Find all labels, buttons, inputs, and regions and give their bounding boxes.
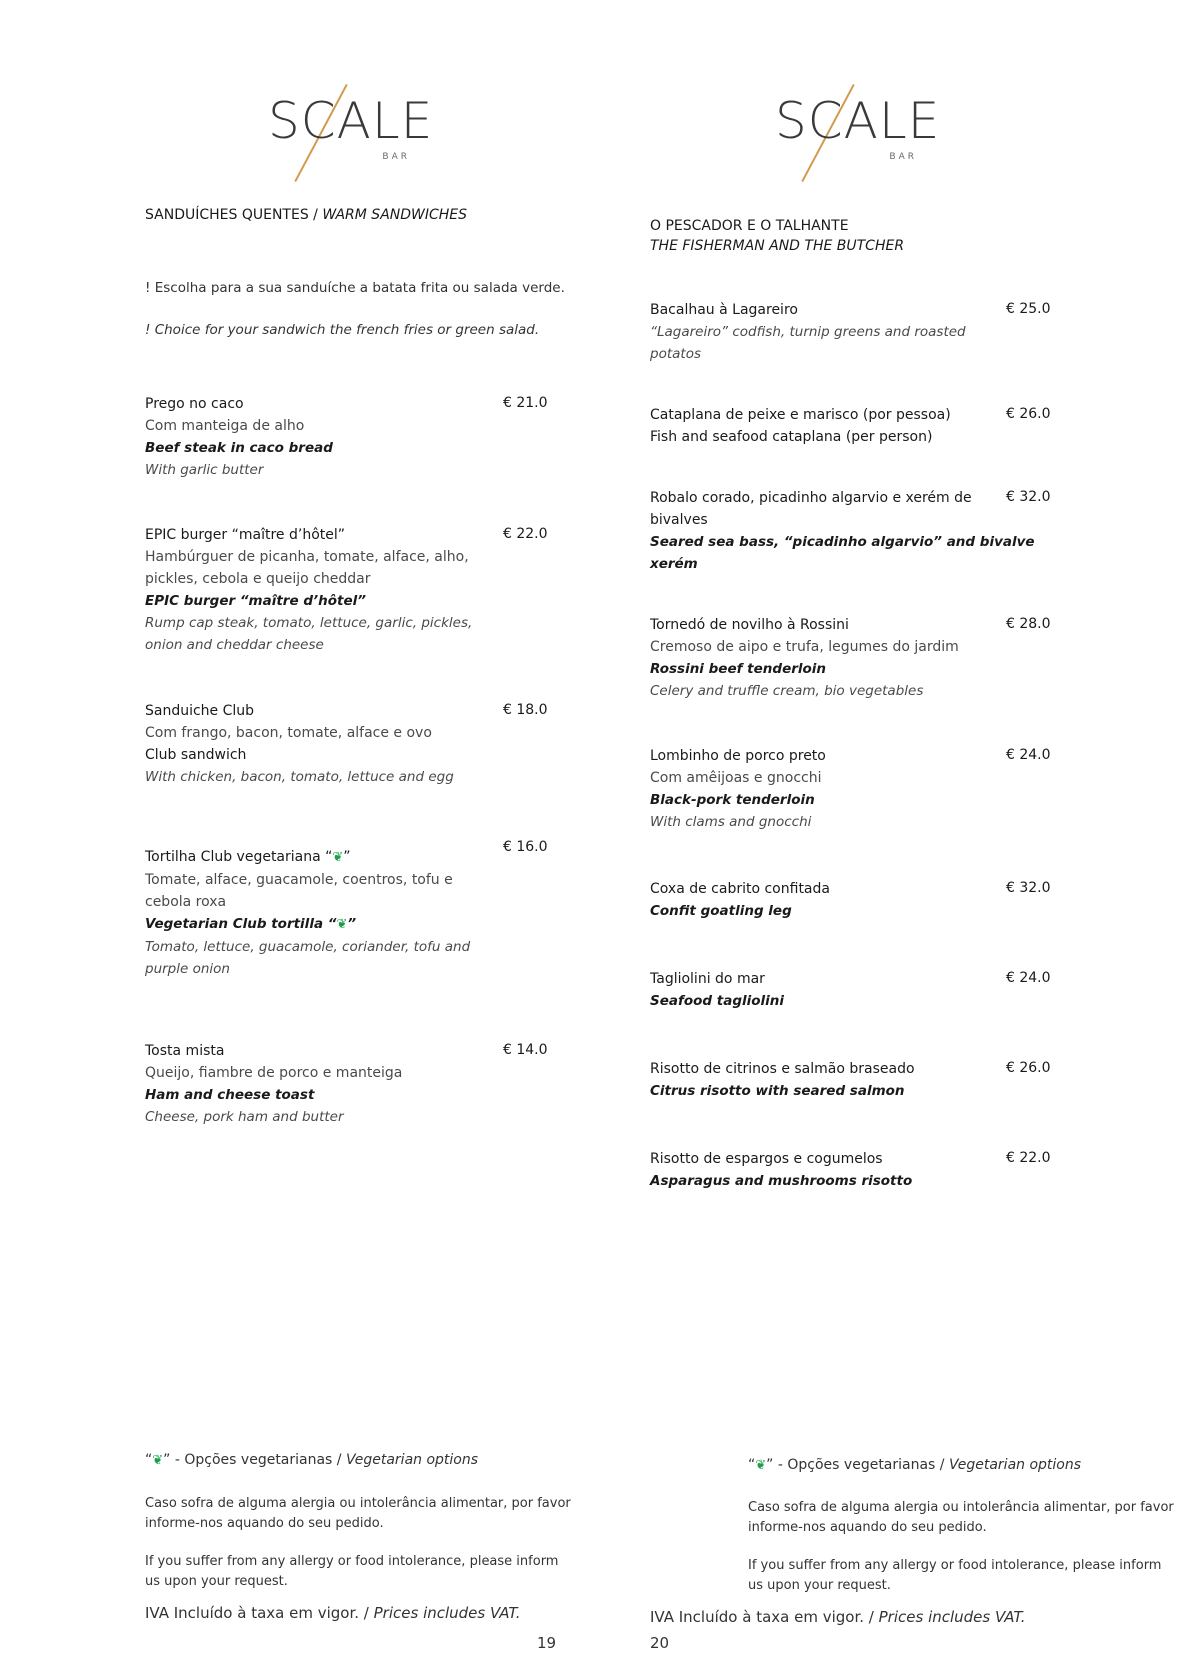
logo-subtitle: BAR: [382, 152, 410, 162]
menu-item-tornedo: Tornedó de novilho à Rossini Cremoso de aipo e trufa, legumes do jardim Rossini beef tenderloin Celery and truffle cream, bio vegetables: [650, 617, 959, 699]
menu-item-cataplana: Cataplana de peixe e marisco (por pessoa) Fish and seafood cataplana (per person): [650, 407, 951, 445]
menu-item-sanduiche-club: Sanduiche Club Com frango, bacon, tomate, alface e ovo Club sandwich With chicken, bacon, tomato, lettuce and egg: [145, 703, 454, 785]
menu-item-robalo: Robalo corado, picadinho algarvio e xerém de bivalves Seared sea bass, “picadinho algarvio” and bivalve xerém: [650, 490, 1035, 572]
menu-item-tortilha: Tortilha Club vegetariana “❦” Tomate, alface, guacamole, coentros, tofu e cebola roxa Vegetarian Club tortilla “❦” Tomato, lettuce, guacamole, coriander, tofu and purple onion: [145, 849, 471, 977]
scale-logo: [775, 72, 945, 182]
vat-note: IVA Incluído à taxa em vigor. / Prices includes VAT.: [650, 1608, 1026, 1626]
vegetarian-leaf-icon: ❦: [755, 1458, 767, 1473]
menu-item-bacalhau: Bacalhau à Lagareiro “Lagareiro” codfish, turnip greens and roasted potatos: [650, 302, 966, 362]
menu-item-epic-burger: EPIC burger “maître d’hôtel” Hambúrguer de picanha, tomate, alface, alho, pickles, cebola e queijo cheddar EPIC burger “maître d’hôtel” Rump cap steak, tomato, lettuce, garlic, pickles, onion and cheddar cheese: [145, 527, 473, 653]
page-number: 20: [650, 1634, 670, 1652]
menu-item-coxa-cabrito: Coxa de cabrito confitada Confit goatling leg: [650, 881, 830, 919]
page-number: 19: [537, 1634, 557, 1652]
menu-item-tagliolini: Tagliolini do mar Seafood tagliolini: [650, 971, 785, 1009]
price-tortilha: € 16.0: [503, 839, 548, 855]
price-risotto-espargos: € 22.0: [1006, 1150, 1051, 1166]
price-cataplana: € 26.0: [1006, 406, 1051, 422]
price-tagliolini: € 24.0: [1006, 970, 1051, 986]
menu-item-tosta-mista: Tosta mista Queijo, fiambre de porco e manteiga Ham and cheese toast Cheese, pork ham and butter: [145, 1043, 403, 1125]
vegetarian-legend: “❦” - Opções vegetarianas / Vegetarian options: [748, 1457, 1082, 1473]
price-risotto-citrinos: € 26.0: [1006, 1060, 1051, 1076]
allergy-note-pt: Caso sofra de alguma alergia ou intolerância alimentar, por favor informe-nos aquando do seu pedido.: [748, 1500, 1174, 1535]
note-pt: ! Escolha para a sua sanduíche a batata frita ou salada verde.: [145, 280, 565, 296]
price-prego: € 21.0: [503, 395, 548, 411]
allergy-note-pt: Caso sofra de alguma alergia ou intolerância alimentar, por favor informe-nos aquando do seu pedido.: [145, 1496, 571, 1531]
logo-subtitle: BAR: [889, 152, 917, 162]
price-robalo: € 32.0: [1006, 489, 1051, 505]
section-title-fisherman-butcher: O PESCADOR E O TALHANTE THE FISHERMAN AND THE BUTCHER: [650, 218, 905, 254]
price-tornedo: € 28.0: [1006, 616, 1051, 632]
vegetarian-leaf-icon: ❦: [332, 850, 344, 865]
allergy-note-en: If you suffer from any allergy or food intolerance, please inform us upon your request.: [748, 1558, 1162, 1593]
menu-item-prego: Prego no caco Com manteiga de alho Beef steak in caco bread With garlic butter: [145, 396, 333, 478]
vat-note: IVA Incluído à taxa em vigor. / Prices includes VAT.: [145, 1604, 521, 1622]
price-coxa-cabrito: € 32.0: [1006, 880, 1051, 896]
vegetarian-legend: “❦” - Opções vegetarianas / Vegetarian options: [145, 1452, 479, 1468]
price-lombinho: € 24.0: [1006, 747, 1051, 763]
allergy-note-en: If you suffer from any allergy or food intolerance, please inform us upon your request.: [145, 1554, 559, 1589]
section-title-warm-sandwiches: SANDUÍCHES QUENTES / WARM SANDWICHES: [145, 207, 468, 223]
vegetarian-leaf-icon: ❦: [336, 917, 348, 932]
price-tosta-mista: € 14.0: [503, 1042, 548, 1058]
menu-item-risotto-espargos: Risotto de espargos e cogumelos Asparagus and mushrooms risotto: [650, 1151, 913, 1189]
logo-wordmark: SCALE: [268, 92, 434, 150]
price-sanduiche-club: € 18.0: [503, 702, 548, 718]
menu-item-risotto-citrinos: Risotto de citrinos e salmão braseado Citrus risotto with seared salmon: [650, 1061, 915, 1099]
scale-logo: [268, 72, 438, 182]
menu-item-lombinho: Lombinho de porco preto Com amêijoas e gnocchi Black-pork tenderloin With clams and gnocchi: [650, 748, 826, 830]
price-epic-burger: € 22.0: [503, 526, 548, 542]
note-en: ! Choice for your sandwich the french fries or green salad.: [145, 322, 540, 338]
vegetarian-leaf-icon: ❦: [152, 1453, 164, 1468]
price-bacalhau: € 25.0: [1006, 301, 1051, 317]
logo-wordmark: SCALE: [775, 92, 941, 150]
